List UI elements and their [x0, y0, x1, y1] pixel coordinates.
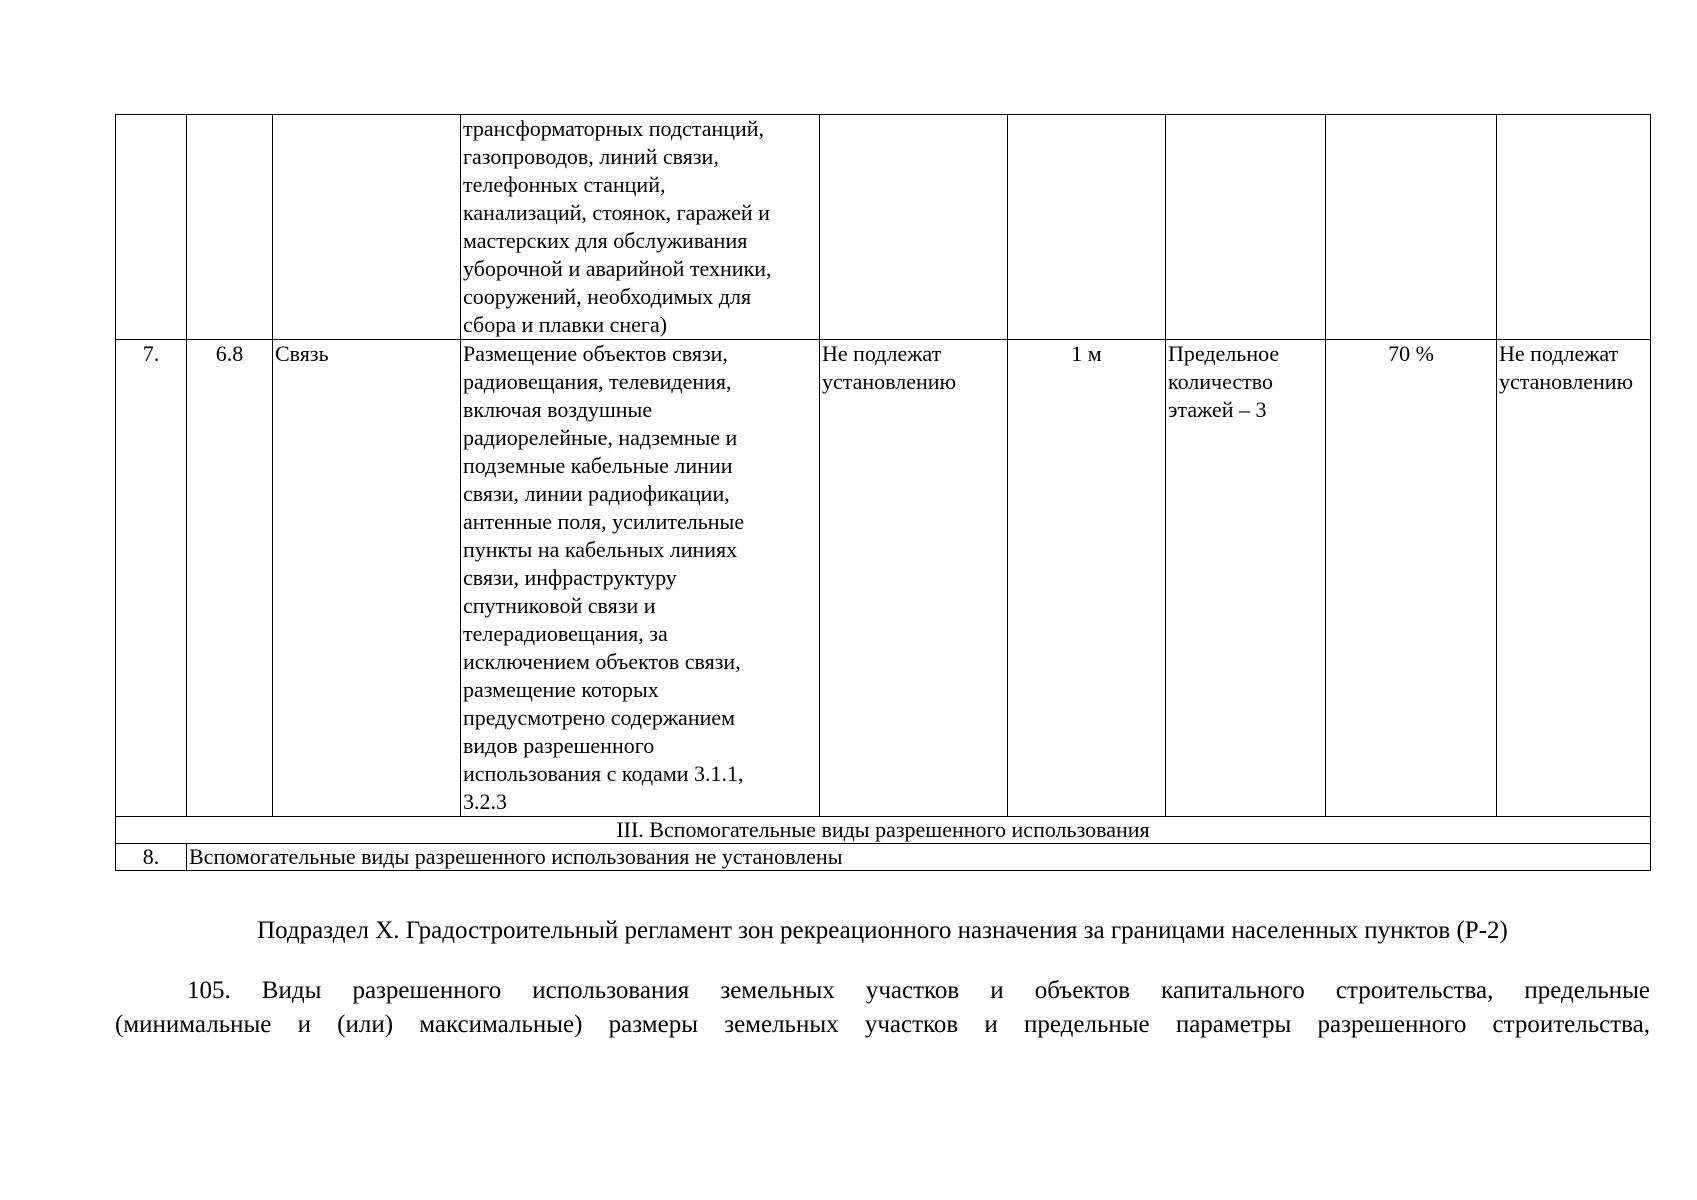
cell-description: Размещение объектов связи, радиовещания, телевидения, включая воздушные радиорелейные, надземные и подземные кабельные линии связи, линии радиофикации, антенные поля, усилительные пункты на кабельных линиях связи, инфраструктуру спутниковой связи и телерадиовещания, за исключением объектов связи, размещение которых предусмотрено содержанием видов разрешенного использования с кодами 3.1.1, 3.2.3 [461, 340, 820, 817]
cell-coverage [1326, 115, 1497, 340]
cell-name [273, 115, 461, 340]
cell-merged-text: Вспомогательные виды разрешенного использования не установлены [187, 844, 1651, 871]
body-paragraph [115, 974, 1650, 1042]
cell-num [116, 115, 187, 340]
table-section-header-row [116, 817, 1651, 844]
cell-other [1497, 115, 1651, 340]
cell-plot-size [820, 115, 1008, 340]
cell-floors: Предельное количество этажей – 3 [1166, 340, 1326, 817]
subsection-heading: Подраздел X. Градостроительный регламент зон рекреационного назначения за границами населенных пунктов (Р-2) [257, 917, 1508, 944]
section-header: III. Вспомогательные виды разрешенного использования [116, 817, 1651, 844]
cell-coverage: 70 % [1326, 340, 1497, 817]
cell-other: Не подлежат установлению [1497, 340, 1651, 817]
paragraph-line: 105. Виды разрешенного использования земельных участков и объектов капитального строительства, предельные [187, 977, 1650, 1004]
cell-setback: 1 м [1008, 340, 1166, 817]
regulation-table [115, 114, 1651, 871]
cell-plot-size: Не подлежат установлению [820, 340, 1008, 817]
cell-floors [1166, 115, 1326, 340]
cell-num: 8. [116, 844, 187, 871]
table-row-8 [116, 844, 1651, 871]
cell-description: трансформаторных подстанций, газопроводов, линий связи, телефонных станций, канализаций, стоянок, гаражей и мастерских для обслуживания уборочной и аварийной техники, сооружений, необходимых для сбора и плавки снега) [461, 115, 820, 340]
table-row-7 [116, 340, 1651, 817]
table-row-continuation [116, 115, 1651, 340]
cell-code: 6.8 [187, 340, 273, 817]
cell-code [187, 115, 273, 340]
cell-setback [1008, 115, 1166, 340]
paragraph-line: (минимальные и (или) максимальные) размеры земельных участков и предельные параметры разрешенного строительства, [115, 1011, 1650, 1038]
cell-num: 7. [116, 340, 187, 817]
cell-name: Связь [273, 340, 461, 817]
